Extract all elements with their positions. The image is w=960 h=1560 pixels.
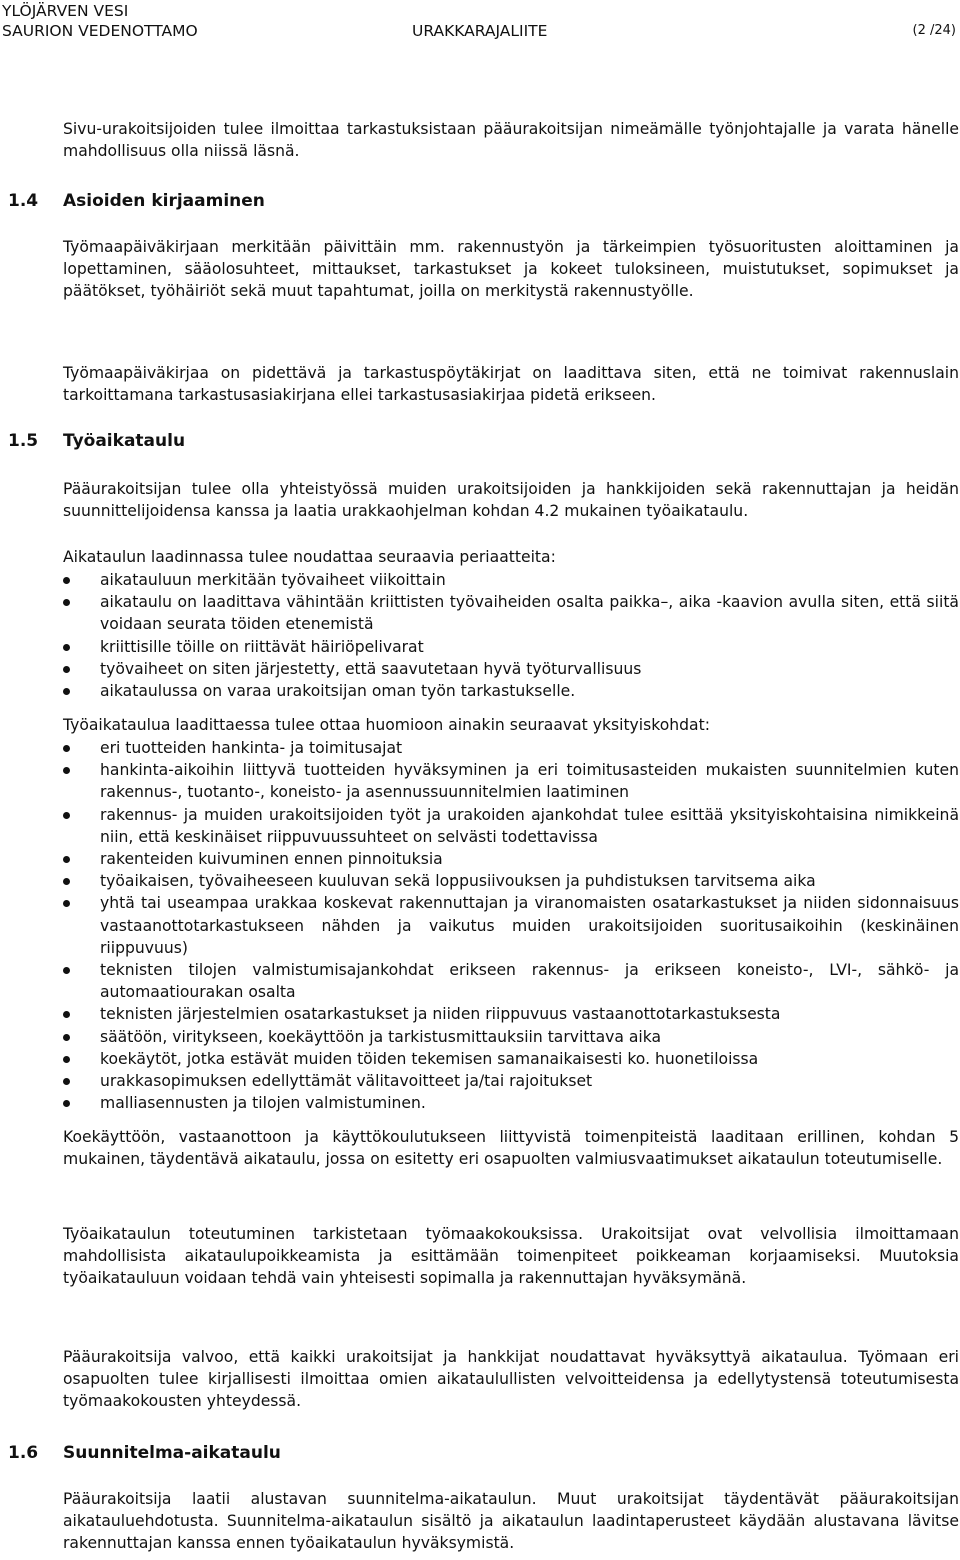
details-list [63,737,959,1114]
section-1-6-paragraph-1 [63,1488,959,1555]
principles-intro [63,546,959,568]
list-item: säätöön, viritykseen, koekäyttöön ja tarkistusmittauksiin tarvittava aika [63,1026,959,1048]
list-item: rakennus- ja muiden urakoitsijoiden työt ja urakoiden ajankohdat tulee esittää yksityiskohtaisina nimikkeinä niin, että keskinäiset riippuvuussuhteet on selvästi todettavissa [63,804,959,848]
section-heading-1-4 [8,190,265,212]
section-number: 1.6 [8,1443,39,1463]
header-document-title: URAKKARAJALIITE [412,22,548,40]
list-item: eri tuotteiden hankinta- ja toimitusajat [63,737,959,759]
list-item: koekäytöt, jotka estävät muiden töiden tekemisen samanaikaisesti ko. huonetiloissa [63,1048,959,1070]
list-item: kriittisille töille on riittävät häiriöpelivarat [63,636,959,658]
list-item: aikataulussa on varaa urakoitsijan oman työn tarkastukselle. [63,680,959,702]
header-organization: YLÖJÄRVEN VESI [2,2,129,20]
paragraph: Pääurakoitsija laatii alustavan suunnitelma-aikataulun. Muut urakoitsijat täydentävät pääurakoitsijan aikatauluehdotusta. Suunnitelma-aikataulun sisältö ja aikataulun laadintaperusteet käydään alustavana lävitse rakennuttajan kanssa ennen työaikataulun hyväksymistä. [63,1490,959,1553]
principles-list [63,569,959,702]
paragraph: Työaikataulun toteutuminen tarkistetaan työmaakokouksissa. Urakoitsijat ovat velvollisia ilmoittamaan mahdollisista aikataulupoikkeamista ja esittämään toimenpiteet poikkeaman korjaamiseksi. Muutoksia työaikatauluun voidaan tehdä vain yhteisesti sopimalla ja rakennuttajan hyväksymänä. [63,1225,959,1288]
section-1-5-paragraph-1 [63,478,959,522]
section-1-4-paragraph-1 [63,236,959,303]
section-1-5-paragraph-4 [63,1346,959,1413]
list-item: teknisten tilojen valmistumisajankohdat erikseen rakennus- ja erikseen koneisto-, LVI-, sähkö- ja automaatiourakan osalta [63,959,959,1003]
paragraph: Työmaapäiväkirjaan merkitään päivittäin mm. rakennustyön ja tärkeimpien työsuoritusten aloittaminen ja lopettaminen, sääolosuhteet, mittaukset, tarkastukset ja kokeet tuloksineen, muistutukset, sopimukset ja päätökset, työhäiriöt sekä muut tapahtumat, joilla on merkitystä rakennustyölle. [63,238,959,301]
details-intro [63,714,959,736]
section-1-5-paragraph-3 [63,1223,959,1290]
paragraph: Työmaapäiväkirjaa on pidettävä ja tarkastuspöytäkirjat on laadittava siten, että ne toimivat rakennuslain tarkoittamana tarkastusasiakirjana ellei tarkastusasiakirjaa pidetä erikseen. [63,364,959,405]
paragraph: Sivu-urakoitsijoiden tulee ilmoittaa tarkastuksistaan pääurakoitsijan nimeämälle työnjohtajalle ja varata hänelle mahdollisuus olla niissä läsnä. [63,120,959,161]
page-header [0,0,960,44]
list-item: malliasennusten ja tilojen valmistuminen. [63,1092,959,1114]
intro-paragraph [63,118,959,162]
section-title: Työaikataulu [63,431,186,451]
list-item: rakenteiden kuivuminen ennen pinnoituksia [63,848,959,870]
section-heading-1-5 [8,430,185,452]
section-1-4-paragraph-2 [63,362,959,406]
paragraph: Koekäyttöön, vastaanottoon ja käyttökoulutukseen liittyvistä toimenpiteistä laaditaan erillinen, kohdan 5 mukainen, täydentävä aikataulu, jossa on esitetty eri osapuolten valmiusvaatimukset aikataulun toteutumiselle. [63,1128,959,1169]
list-item: työvaiheet on siten järjestetty, että saavutetaan hyvä työturvallisuus [63,658,959,680]
section-1-5-paragraph-2 [63,1126,959,1170]
list-item: yhtä tai useampaa urakkaa koskevat rakennuttajan ja viranomaisten osatarkastukset ja niiden sidonnaisuus vastaanottotarkastukseen nähden ja vaikutus muiden urakoitsijoiden suoritusaikoihin (keskinäinen riippuvuus) [63,892,959,959]
paragraph: Pääurakoitsija valvoo, että kaikki urakoitsijat ja hankkijat noudattavat hyväksyttyä aikataulua. Työmaan eri osapuolten tulee kirjallisesti ilmoittaa omien aikataulullisten velvoitteidensa ja edellytystensä toteutumisesta työmaakokousten yhteydessä. [63,1348,959,1411]
section-title: Suunnitelma-aikataulu [63,1443,281,1463]
paragraph: Pääurakoitsijan tulee olla yhteistyössä muiden urakoitsijoiden ja hankkijoiden sekä rakennuttajan ja heidän suunnittelijoidensa kanssa ja laatia urakkaohjelman kohdan 4.2 mukainen työaikataulu. [63,480,959,521]
list-item: työaikaisen, työvaiheeseen kuuluvan sekä loppusiivouksen ja puhdistuksen tarvitsema aika [63,870,959,892]
section-number: 1.4 [8,191,39,211]
list-item: aikataulu on laadittava vähintään kriittisten työvaiheiden osalta paikka–, aika -kaavion avulla siten, että siitä voidaan seurata töiden etenemistä [63,591,959,635]
section-number: 1.5 [8,431,39,451]
list-item: teknisten järjestelmien osatarkastukset ja niiden riippuvuus vastaanottotarkastuksesta [63,1003,959,1025]
header-page-number: (2 /24) [912,23,956,38]
header-project: SAURION VEDENOTTAMO [2,22,198,40]
section-heading-1-6 [8,1442,281,1464]
list-item: urakkasopimuksen edellyttämät välitavoitteet ja/tai rajoitukset [63,1070,959,1092]
list-item: aikatauluun merkitään työvaiheet viikoittain [63,569,959,591]
paragraph: Työaikataulua laadittaessa tulee ottaa huomioon ainakin seuraavat yksityiskohdat: [63,716,710,734]
paragraph: Aikataulun laadinnassa tulee noudattaa seuraavia periaatteita: [63,548,556,566]
list-item: hankinta-aikoihin liittyvä tuotteiden hyväksyminen ja eri toimitusasteiden mukaisten suunnitelmien kuten rakennus-, tuotanto-, koneisto- ja asennussuunnitelmien laatiminen [63,759,959,803]
section-title: Asioiden kirjaaminen [63,191,265,211]
